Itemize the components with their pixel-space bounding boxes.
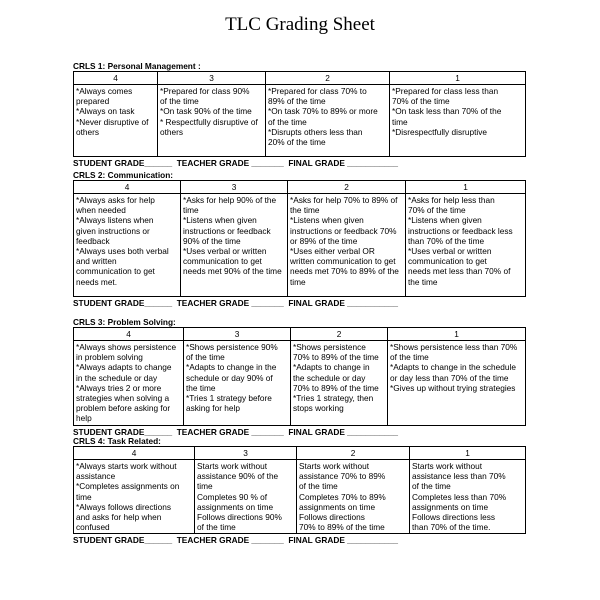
grade-line: STUDENT GRADE______ TEACHER GRADE _______ FINAL GRADE ___________ xyxy=(73,158,398,168)
level-header-1: 1 xyxy=(388,328,526,341)
section-communication xyxy=(73,170,525,308)
level-header-2: 2 xyxy=(288,181,406,194)
level-header-3: 3 xyxy=(181,181,288,194)
level-header-2: 2 xyxy=(291,328,388,341)
criteria-cell-3: *Shows persistence 90% of the time *Adapts to change in the schedule or day 90% of the time *Tries 1 strategy before asking for help xyxy=(184,341,291,426)
section-personal-management xyxy=(73,61,525,168)
criteria-cell-2: *Prepared for class 70% to 89% of the time *On task 70% to 89% or more of the time *Disrupts others less than 20% of the time xyxy=(266,85,390,157)
level-header-4: 4 xyxy=(74,72,158,85)
level-header-2: 2 xyxy=(266,72,390,85)
level-header-1: 1 xyxy=(410,447,526,460)
criteria-cell-4: *Always starts work without assistance *Completes assignments on time *Always follows directions and asks for help when confused xyxy=(74,460,195,534)
criteria-cell-2: *Shows persistence 70% to 89% of the time *Adapts to change in the schedule or day 70% to 89% of the time *Tries 1 strategy, then stops working xyxy=(291,341,388,426)
level-header-4: 4 xyxy=(74,181,181,194)
page-title: TLC Grading Sheet xyxy=(225,14,375,35)
criteria-cell-4: *Always asks for help when needed *Always listens when given instructions or feedback *Always uses both verbal and written communication to get needs met. xyxy=(74,194,181,297)
level-header-1: 1 xyxy=(406,181,526,194)
level-header-3: 3 xyxy=(195,447,297,460)
criteria-cell-1: *Prepared for class less than 70% of the time *On task less than 70% of the time *Disrespectfully disruptive xyxy=(390,85,526,157)
criteria-cell-2: *Asks for help 70% to 89% of the time *Listens when given instructions or feedback 70% or 89% of the time *Uses either verbal OR written communication to get needs met 70% to 89% of the time xyxy=(288,194,406,297)
criteria-cell-1: *Asks for help less than 70% of the time *Listens when given instructions or feedback less than 70% of the time *Uses verbal or written communication to get needs met less than 70% of the time xyxy=(406,194,526,297)
section-heading: CRLS 2: Communication: xyxy=(73,170,174,180)
criteria-cell-2: Starts work without assistance 70% to 89% of the time Completes 70% to 89% assignments on time Follows directions 70% to 89% of the time xyxy=(297,460,410,534)
criteria-cell-4: *Always comes prepared *Always on task *Never disruptive of others xyxy=(74,85,158,157)
section-heading: CRLS 4: Task Related: xyxy=(73,436,161,446)
section-heading: CRLS 3: Problem Solving: xyxy=(73,317,176,327)
level-header-3: 3 xyxy=(158,72,266,85)
level-header-1: 1 xyxy=(390,72,526,85)
rubric-table xyxy=(73,327,526,426)
criteria-cell-1: *Shows persistence less than 70% of the time *Adapts to change in the schedule or day less than 70% of the time *Gives up without trying strategies xyxy=(388,341,526,426)
criteria-cell-3: *Prepared for class 90% of the time *On task 90% of the time * Respectfully disruptive of others xyxy=(158,85,266,157)
grade-line: STUDENT GRADE______ TEACHER GRADE _______ FINAL GRADE ___________ xyxy=(73,426,398,437)
criteria-cell-1: Starts work without assistance less than 70% of the time Completes less than 70% assignments on time Follows directions less than 70% of the time. xyxy=(410,460,526,534)
section-task-related xyxy=(73,436,525,545)
level-header-4: 4 xyxy=(74,328,184,341)
rubric-table xyxy=(73,180,526,297)
criteria-cell-3: *Asks for help 90% of the time *Listens when given instructions or feedback 90% of the time *Uses verbal or written communication to get needs met 90% of the time xyxy=(181,194,288,297)
section-heading: CRLS 1: Personal Management : xyxy=(73,61,201,71)
criteria-cell-3: Starts work without assistance 90% of the time Completes 90 % of assignments on time Follows directions 90% of the time xyxy=(195,460,297,534)
grade-line: STUDENT GRADE______ TEACHER GRADE _______ FINAL GRADE ___________ xyxy=(73,535,398,546)
criteria-cell-4: *Always shows persistence in problem solving *Always adapts to change in the schedule or day *Always tries 2 or more strategies when solving a problem before asking for help xyxy=(74,341,184,426)
level-header-2: 2 xyxy=(297,447,410,460)
grade-line: STUDENT GRADE______ TEACHER GRADE _______ FINAL GRADE ___________ xyxy=(73,298,398,308)
level-header-3: 3 xyxy=(184,328,291,341)
level-header-4: 4 xyxy=(74,447,195,460)
rubric-table xyxy=(73,71,526,157)
section-problem-solving xyxy=(73,317,525,437)
rubric-table xyxy=(73,446,526,534)
